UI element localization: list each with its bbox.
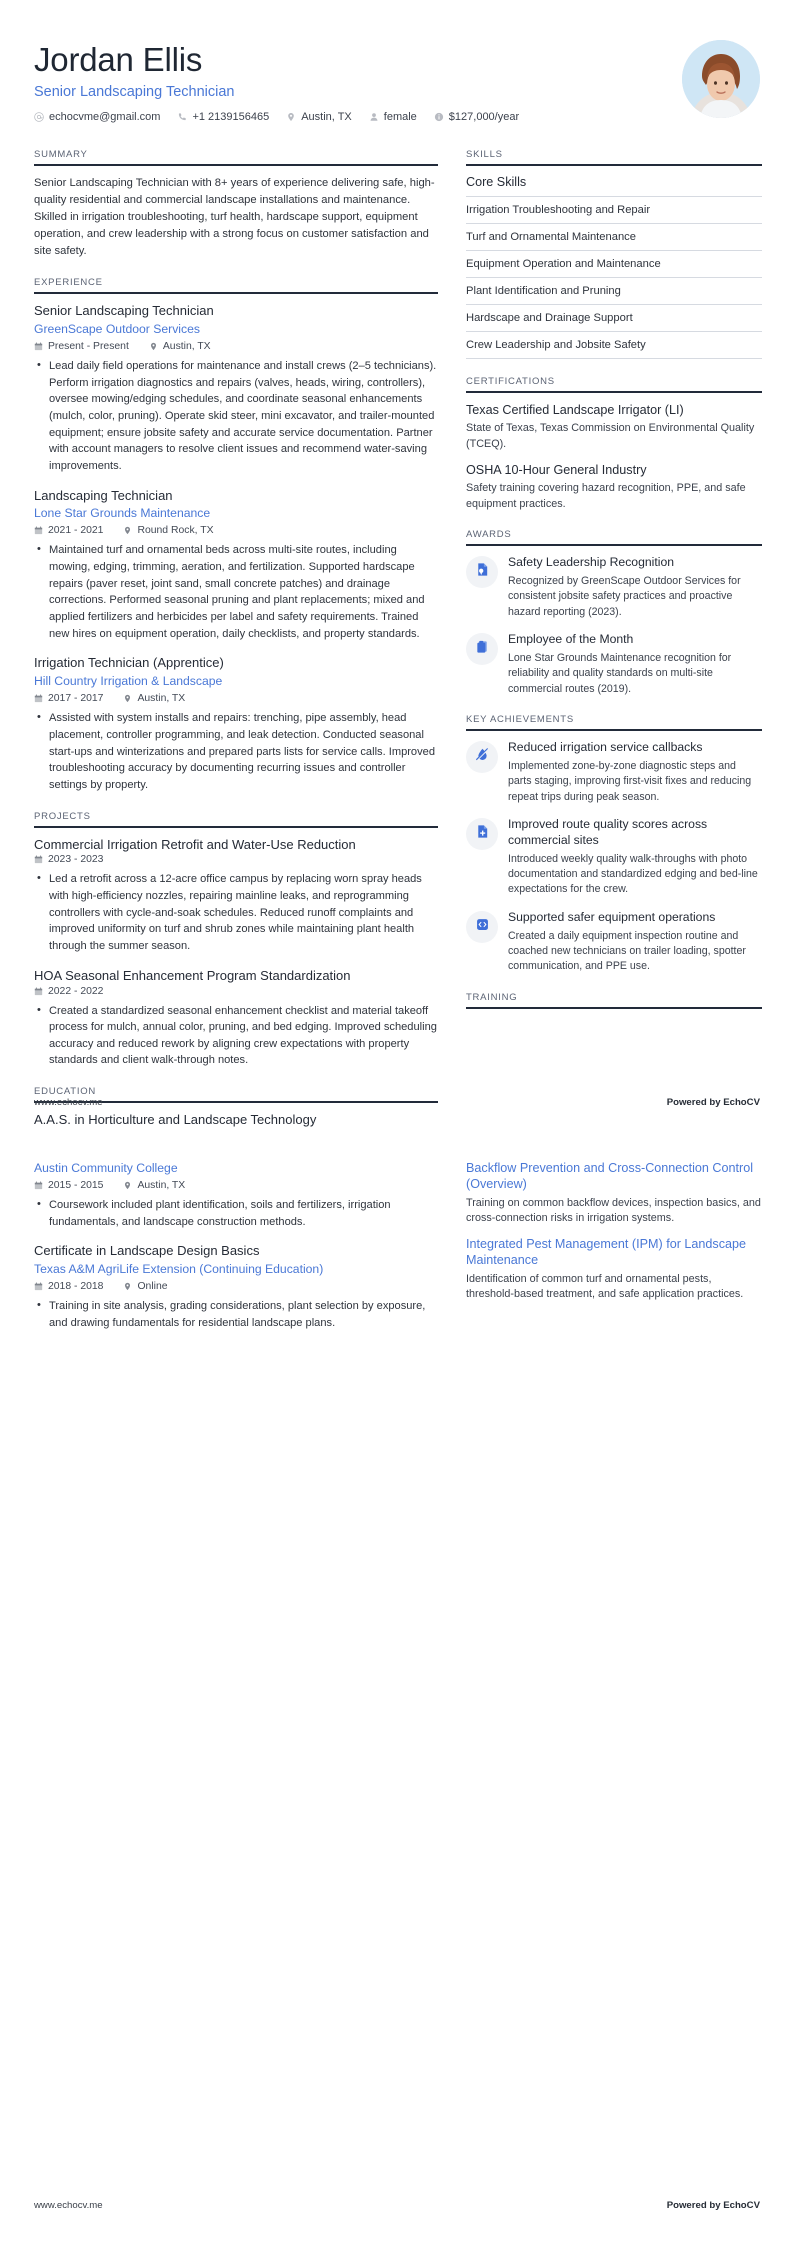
entry-location-text: Austin, TX	[137, 693, 186, 705]
entry-organization[interactable]: Texas A&M AgriLife Extension (Continuing Education)	[34, 1262, 324, 1277]
page-two-left-column	[34, 1160, 438, 1337]
entry-organization[interactable]: Lone Star Grounds Maintenance	[34, 506, 211, 521]
entry-location-text: Round Rock, TX	[137, 525, 214, 537]
achievement-item	[466, 817, 762, 898]
entry-dates-text: Present - Present	[48, 341, 129, 353]
award-badge	[466, 556, 498, 588]
entry-organization[interactable]: Hill Country Irrigation & Landscape	[34, 674, 223, 689]
section-skills	[466, 149, 762, 359]
skill-item: Equipment Operation and Maintenance	[466, 251, 762, 278]
award-item	[466, 555, 762, 620]
section-title-key-achievements: KEY ACHIEVEMENTS	[466, 714, 574, 726]
entry-bullets	[34, 871, 438, 954]
award-title: Employee of the Month	[508, 632, 634, 647]
entry-location-text: Austin, TX	[162, 341, 211, 353]
calendar-icon	[34, 1282, 43, 1291]
training-title[interactable]: Backflow Prevention and Cross-Connection Control (Overview)	[466, 1161, 753, 1192]
contact-gender-text: female	[383, 110, 417, 123]
section-title-experience: EXPERIENCE	[34, 277, 103, 289]
certification-title: Texas Certified Landscape Irrigator (LI)	[466, 402, 684, 417]
section-title-certifications: CERTIFICATIONS	[466, 375, 555, 387]
calendar-icon	[34, 342, 43, 351]
list-item: • Lead daily field operations for maintenance and install crews (2–5 technicians). Perform irrigation diagnostics and repairs (valves, heads, wiring, controllers), oversee mowing/edging schedules, and coordinate seasonal enhancements (mulch, color, pruning). Operate skid steer, mini excavator, and trailer-mounted equipment; ensure jobsite safety and accurate service documentation. Partner with account managers to resolve client issues and recommend water-saving improvements.	[47, 358, 438, 474]
achievement-badge	[466, 911, 498, 943]
list-item: • Assisted with system installs and repairs: trenching, pipe assembly, head placement, controller programming, and leak detection. Conducted seasonal start-ups and winterizations and prepared parts lists for service calls. Improved troubleshooting accuracy by documenting recurring issues and controller settings by property.	[47, 710, 438, 793]
entry-bullets	[34, 1298, 438, 1331]
location-pin-icon	[149, 342, 158, 351]
footer-powered-by	[667, 2200, 760, 2211]
certification-description: Safety training covering hazard recognition, PPE, and safe equipment practices.	[466, 481, 746, 510]
calendar-icon	[34, 694, 43, 703]
location-pin-icon	[123, 1282, 132, 1291]
entry-meta	[34, 1281, 438, 1292]
entry-location	[123, 1180, 185, 1191]
location-pin-icon	[123, 694, 132, 703]
entry-meta	[34, 525, 438, 536]
page-two-right-column	[466, 1160, 762, 1312]
contact-salary-text: $127,000/year	[448, 110, 520, 123]
calendar-icon	[34, 987, 43, 996]
section-title-skills: SKILLS	[466, 148, 503, 160]
contact-email[interactable]	[34, 111, 160, 123]
resume-columns	[34, 149, 760, 1146]
certification-description: State of Texas, Texas Commission on Environmental Quality (TCEQ).	[466, 422, 755, 450]
entry-title: Commercial Irrigation Retrofit and Water-Use Reduction	[34, 836, 356, 852]
section-projects	[34, 811, 438, 1070]
entry-dates-text: 2015 - 2015	[48, 1180, 104, 1192]
section-divider	[466, 544, 762, 546]
skill-item: Turf and Ornamental Maintenance	[466, 224, 762, 251]
section-experience	[34, 277, 438, 793]
entry-meta	[34, 341, 438, 352]
achievement-title: Supported safer equipment operations	[508, 909, 716, 924]
training-description: Training on common backflow devices, inspection basics, and cross-connection risks in irrigation systems.	[466, 1196, 761, 1225]
section-certifications	[466, 376, 762, 512]
training-description: Identification of common turf and ornamental pests, threshold-based treatment, and safe application practices.	[466, 1272, 744, 1301]
certification-item	[466, 462, 762, 513]
contact-gender	[369, 111, 417, 123]
entry-title: HOA Seasonal Enhancement Program Standardization	[34, 967, 351, 983]
award-badge	[466, 633, 498, 665]
footer-website[interactable]: www.echocv.me	[34, 1097, 103, 1108]
page-title: Jordan Ellis	[34, 41, 203, 78]
section-divider	[34, 164, 438, 166]
achievement-badge	[466, 818, 498, 850]
entry-bullets	[34, 358, 438, 474]
achievement-description: Created a daily equipment inspection routine and coached new technicians on trailer loading, spotter communication, and PPE use.	[508, 929, 746, 973]
award-body	[508, 555, 762, 620]
list-item: • Created a standardized seasonal enhancement checklist and material takeoff process for mulch, annual color, pruning, and bed edging. Improved scheduling accuracy and reduced rework by aligning crew expectations with property standards and client walk-through notes.	[47, 1003, 438, 1070]
entry-title: Senior Landscaping Technician	[34, 303, 214, 319]
award-title: Safety Leadership Recognition	[508, 555, 674, 570]
section-awards	[466, 529, 762, 697]
page-two-columns	[34, 1160, 760, 1337]
entry-location	[123, 693, 185, 704]
calendar-icon	[34, 526, 43, 535]
person-icon	[369, 112, 379, 122]
document-plus-icon	[475, 824, 490, 844]
award-description: Lone Star Grounds Maintenance recognition for reliability and quality standards on multi-site commercial routes (2019).	[508, 652, 732, 695]
skill-item: Hardscape and Drainage Support	[466, 305, 762, 332]
skill-item: Crew Leadership and Jobsite Safety	[466, 332, 762, 359]
email-icon	[34, 112, 44, 122]
footer-brand-name: EchoCV	[723, 1097, 760, 1108]
entry-dates	[34, 1281, 103, 1292]
list-item: • Led a retrofit across a 12-acre office campus by replacing worn spray heads with high-efficiency nozzles, repairing mainline leaks, and reprogramming controllers with cycle-and-soak schedules. Reduced runoff complaints and improved uniformity on turf and shrub zones while maintaining plant health through the summer season.	[47, 871, 438, 954]
section-title-training: TRAINING	[466, 991, 518, 1003]
resume-page-two-content	[34, 1160, 760, 1337]
section-title-summary: SUMMARY	[34, 148, 88, 160]
experience-entry	[34, 655, 438, 793]
entry-location	[123, 1281, 167, 1292]
award-body	[508, 632, 762, 697]
code-brackets-icon	[475, 917, 490, 937]
skill-item: Irrigation Troubleshooting and Repair	[466, 197, 762, 224]
document-badge-icon	[475, 562, 490, 582]
entry-dates	[34, 854, 103, 865]
entry-organization[interactable]: GreenScape Outdoor Services	[34, 321, 200, 336]
left-column	[34, 149, 438, 1146]
contact-email-text: echocvme@gmail.com	[49, 110, 161, 123]
footer-powered-by	[667, 1097, 760, 1108]
training-item	[466, 1160, 762, 1227]
achievement-body	[508, 740, 762, 805]
section-title-projects: PROJECTS	[34, 810, 91, 822]
education-entry	[34, 1243, 438, 1331]
section-title-education: EDUCATION	[34, 1086, 96, 1098]
footer-brand-name: EchoCV	[723, 2200, 760, 2211]
entry-dates	[34, 341, 129, 352]
entry-title: Irrigation Technician (Apprentice)	[34, 655, 224, 671]
entry-meta	[34, 1180, 438, 1191]
achievement-body	[508, 910, 762, 975]
entry-dates-text: 2022 - 2022	[48, 985, 104, 997]
entry-meta	[34, 986, 438, 997]
achievement-body	[508, 817, 762, 898]
contact-row	[34, 111, 682, 123]
calendar-icon	[34, 855, 43, 864]
achievement-item	[466, 740, 762, 805]
entry-bullets	[34, 542, 438, 642]
job-title: Senior Landscaping Technician	[34, 83, 235, 100]
section-divider	[466, 729, 762, 731]
entry-location-text: Austin, TX	[137, 1180, 186, 1192]
contact-salary	[434, 111, 519, 123]
list-item: • Coursework included plant identification, soils and fertilizers, irrigation fundamentals, and landscape construction methods.	[47, 1197, 438, 1230]
right-column	[466, 149, 762, 1026]
section-divider	[466, 1007, 762, 1009]
entry-bullets	[34, 1197, 438, 1230]
experience-entry	[34, 303, 438, 474]
entry-dates	[34, 986, 103, 997]
section-title-awards: AWARDS	[466, 529, 512, 541]
achievement-item	[466, 910, 762, 975]
entry-title: Certificate in Landscape Design Basics	[34, 1243, 260, 1259]
section-summary	[34, 149, 438, 260]
list-item: • Maintained turf and ornamental beds across multi-site routes, including mowing, edging, trimming, aeration, and fertilization. Supported hardscape repairs (paver reset, joint sand, small concrete patches) and drainage corrections. Performed seasonal pruning and plant replacements; mixed and applied fertilizers and herbicides per label and safety requirements. Trained new hires on equipment operation, daily checklists, and property standards.	[47, 542, 438, 642]
entry-dates-text: 2021 - 2021	[48, 525, 104, 537]
entry-bullets	[34, 1003, 438, 1070]
achievement-badge	[466, 741, 498, 773]
certification-title: OSHA 10-Hour General Industry	[466, 462, 647, 477]
list-item: • Training in site analysis, grading considerations, plant selection by exposure, and drawing fundamentals for residential landscape plans.	[47, 1298, 438, 1331]
education-entry	[34, 1160, 438, 1230]
info-icon	[434, 112, 444, 122]
skills-group-title: Core Skills	[466, 175, 762, 197]
location-pin-icon	[123, 1181, 132, 1190]
contact-location-text: Austin, TX	[301, 110, 352, 123]
award-description: Recognized by GreenScape Outdoor Services for consistent jobsite safety practices and proactive hazard reporting (2023).	[508, 575, 741, 618]
footer-powered-prefix: Powered by	[666, 1097, 724, 1108]
training-title[interactable]: Integrated Pest Management (IPM) for Landscape Maintenance	[466, 1237, 747, 1268]
entry-dates	[34, 525, 103, 536]
achievement-title: Reduced irrigation service callbacks	[508, 740, 703, 755]
location-pin-icon	[123, 526, 132, 535]
award-item	[466, 632, 762, 697]
section-key-achievements	[466, 714, 762, 975]
header-text-block	[34, 38, 682, 123]
entry-location	[149, 341, 211, 352]
entry-location	[123, 525, 213, 536]
entry-organization[interactable]: Austin Community College	[34, 1161, 178, 1175]
clipboard-icon	[475, 639, 490, 659]
location-pin-icon	[286, 112, 296, 122]
achievement-description: Implemented zone-by-zone diagnostic steps and parts staging, improving first-visit fixes and reducing repeat trips during peak season.	[508, 759, 752, 803]
experience-entry	[34, 488, 438, 643]
section-divider	[466, 164, 762, 166]
project-entry	[34, 837, 438, 955]
resume-header	[34, 30, 760, 123]
footer-website[interactable]: www.echocv.me	[34, 2200, 103, 2211]
contact-phone-text: +1 2139156465	[192, 110, 270, 123]
training-item	[466, 1236, 762, 1303]
entry-bullets	[34, 710, 438, 793]
page-footer	[34, 1097, 760, 1108]
skill-item: Plant Identification and Pruning	[466, 278, 762, 305]
contact-location	[286, 111, 352, 123]
phone-icon	[177, 112, 187, 122]
contact-phone[interactable]	[177, 111, 269, 123]
droplet-off-icon	[475, 747, 490, 767]
entry-dates	[34, 693, 103, 704]
footer-powered-prefix: Powered by	[666, 2200, 724, 2211]
entry-dates	[34, 1180, 103, 1191]
section-divider	[34, 292, 438, 294]
education-entry-title: A.A.S. in Horticulture and Landscape Technology	[34, 1112, 317, 1128]
section-training	[466, 992, 762, 1009]
achievement-title: Improved route quality scores across commercial sites	[508, 817, 708, 847]
achievement-description: Introduced weekly quality walk-throughs with photo documentation and standardized edging and bed-line expectations for the crew.	[508, 852, 758, 896]
entry-dates-text: 2017 - 2017	[48, 693, 104, 705]
certification-item	[466, 402, 762, 453]
summary-text: Senior Landscaping Technician with 8+ years of experience delivering safe, high-quality residential and commercial landscape installations and maintenance. Skilled in irrigation troubleshooting, turf health, hardscape support, equipment operation, and crew leadership with a strong focus on customer satisfaction and site safety.	[34, 176, 435, 258]
entry-title: Landscaping Technician	[34, 487, 173, 503]
entry-meta	[34, 693, 438, 704]
calendar-icon	[34, 1181, 43, 1190]
entry-meta	[34, 854, 438, 865]
avatar	[682, 40, 760, 118]
entry-dates-text: 2023 - 2023	[48, 854, 104, 866]
section-divider	[34, 826, 438, 828]
entry-dates-text: 2018 - 2018	[48, 1281, 104, 1293]
page-footer	[34, 2200, 760, 2211]
section-divider	[466, 391, 762, 393]
project-entry	[34, 968, 438, 1069]
entry-location-text: Online	[137, 1281, 168, 1293]
